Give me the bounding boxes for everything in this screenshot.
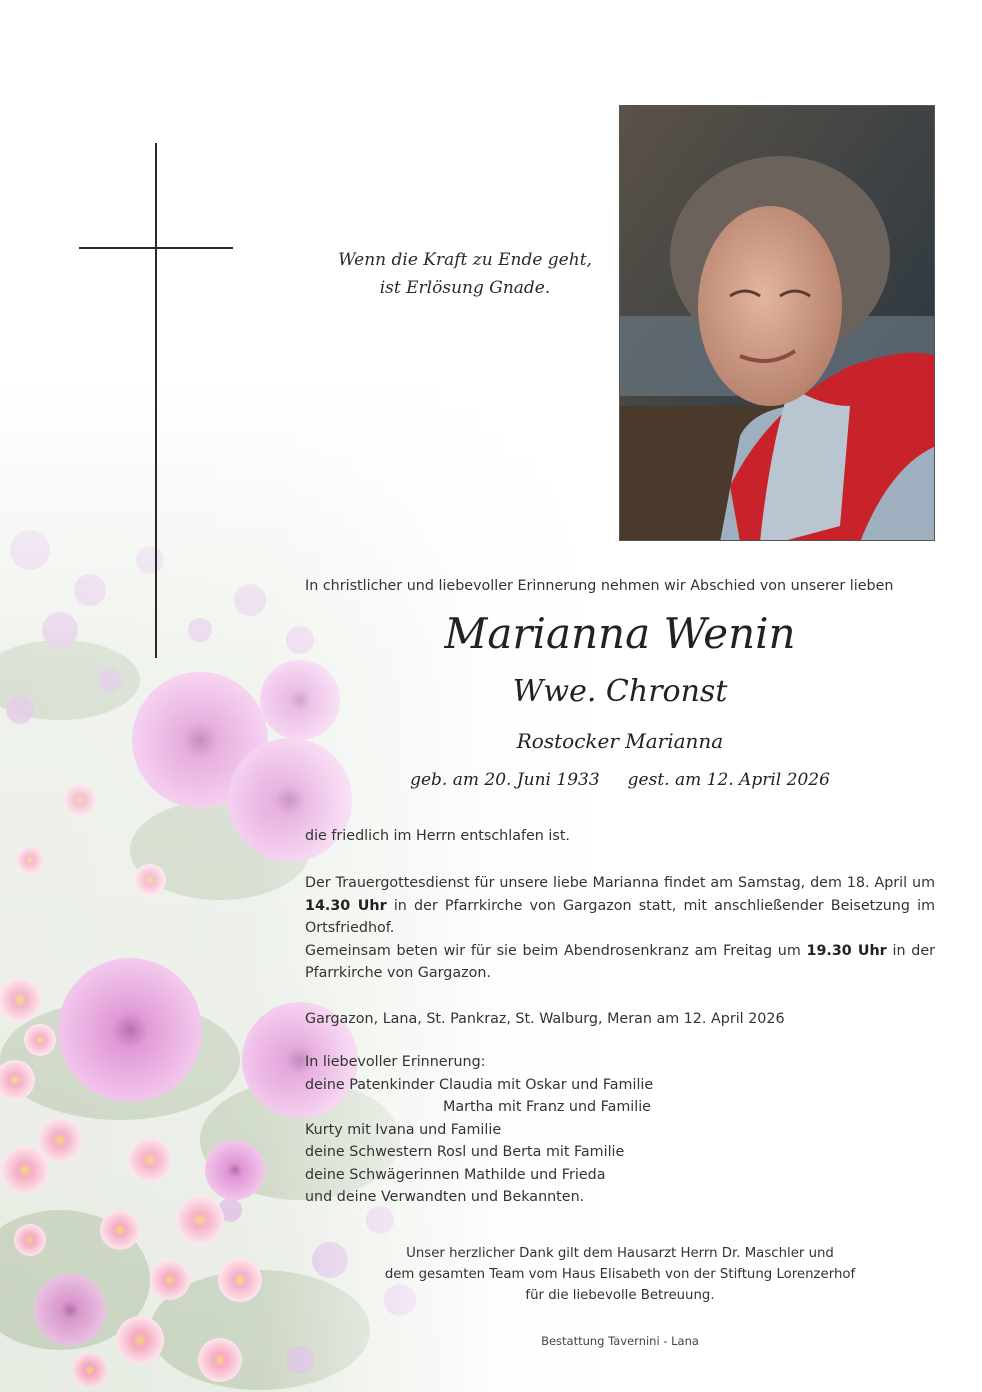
- portrait-photo: [619, 105, 935, 541]
- service-text-1: Der Trauergottesdienst für unsere liebe Marianna findet am Samstag, dem 18. April um: [305, 875, 935, 891]
- place-date: Gargazon, Lana, St. Pankraz, St. Walburg, Meran am 12. April 2026: [305, 1011, 785, 1027]
- family-line: Martha mit Franz und Familie: [443, 1099, 651, 1115]
- intro-text: In christlicher und liebevoller Erinnerung nehmen wir Abschied von unserer lieben: [305, 578, 894, 594]
- undertaker-credit: Bestattung Tavernini - Lana: [541, 1334, 699, 1348]
- family-heading: In liebevoller Erinnerung:: [305, 1054, 486, 1070]
- thanks-line-2: dem gesamten Team vom Haus Elisabeth von der Stiftung Lorenzerhof: [384, 1267, 856, 1282]
- service-time-1: 14.30 Uhr: [305, 897, 387, 914]
- widow-name: Wwe. Chronst: [512, 674, 728, 709]
- thanks-line-3: für die liebevolle Betreuung.: [525, 1288, 715, 1303]
- quote-line-2: ist Erlösung Gnade.: [379, 278, 551, 298]
- deceased-name: Marianna Wenin: [444, 609, 796, 658]
- quote-line-1: Wenn die Kraft zu Ende geht,: [338, 250, 592, 270]
- service-text-2: in der Pfarrkirche von Gargazon statt, mit anschließender Beisetzung im Ortsfriedhof.: [305, 897, 935, 936]
- thanks-line-1: Unser herzlicher Dank gilt dem Hausarzt Herrn Dr. Maschler und: [406, 1246, 834, 1261]
- thanks-note: [300, 1243, 940, 1306]
- family-line: deine Schwestern Rosl und Berta mit Familie: [305, 1144, 625, 1160]
- birth-date: geb. am 20. Juni 1933: [410, 770, 600, 790]
- death-date: gest. am 12. April 2026: [627, 770, 830, 790]
- memorial-quote: [300, 246, 630, 302]
- family-list: [305, 1051, 935, 1209]
- rosary-text-2: in der Pfarrkirche von Gargazon.: [305, 942, 935, 981]
- family-line: deine Schwägerinnen Mathilde und Frieda: [305, 1166, 606, 1183]
- rosary-text-1: Gemeinsam beten wir für sie beim Abendrosenkranz am Freitag um: [305, 942, 807, 959]
- family-line: deine Patenkinder Claudia mit Oskar und Familie: [305, 1076, 654, 1093]
- peace-text: die friedlich im Herrn entschlafen ist.: [305, 828, 570, 844]
- life-dates: [300, 766, 940, 794]
- service-paragraph: [305, 872, 935, 985]
- rosary-time: 19.30 Uhr: [806, 942, 887, 959]
- family-line: und deine Verwandten und Bekannten.: [305, 1189, 585, 1205]
- family-line: Kurty mit Ivana und Familie: [305, 1121, 502, 1138]
- nickname: Rostocker Marianna: [516, 729, 724, 753]
